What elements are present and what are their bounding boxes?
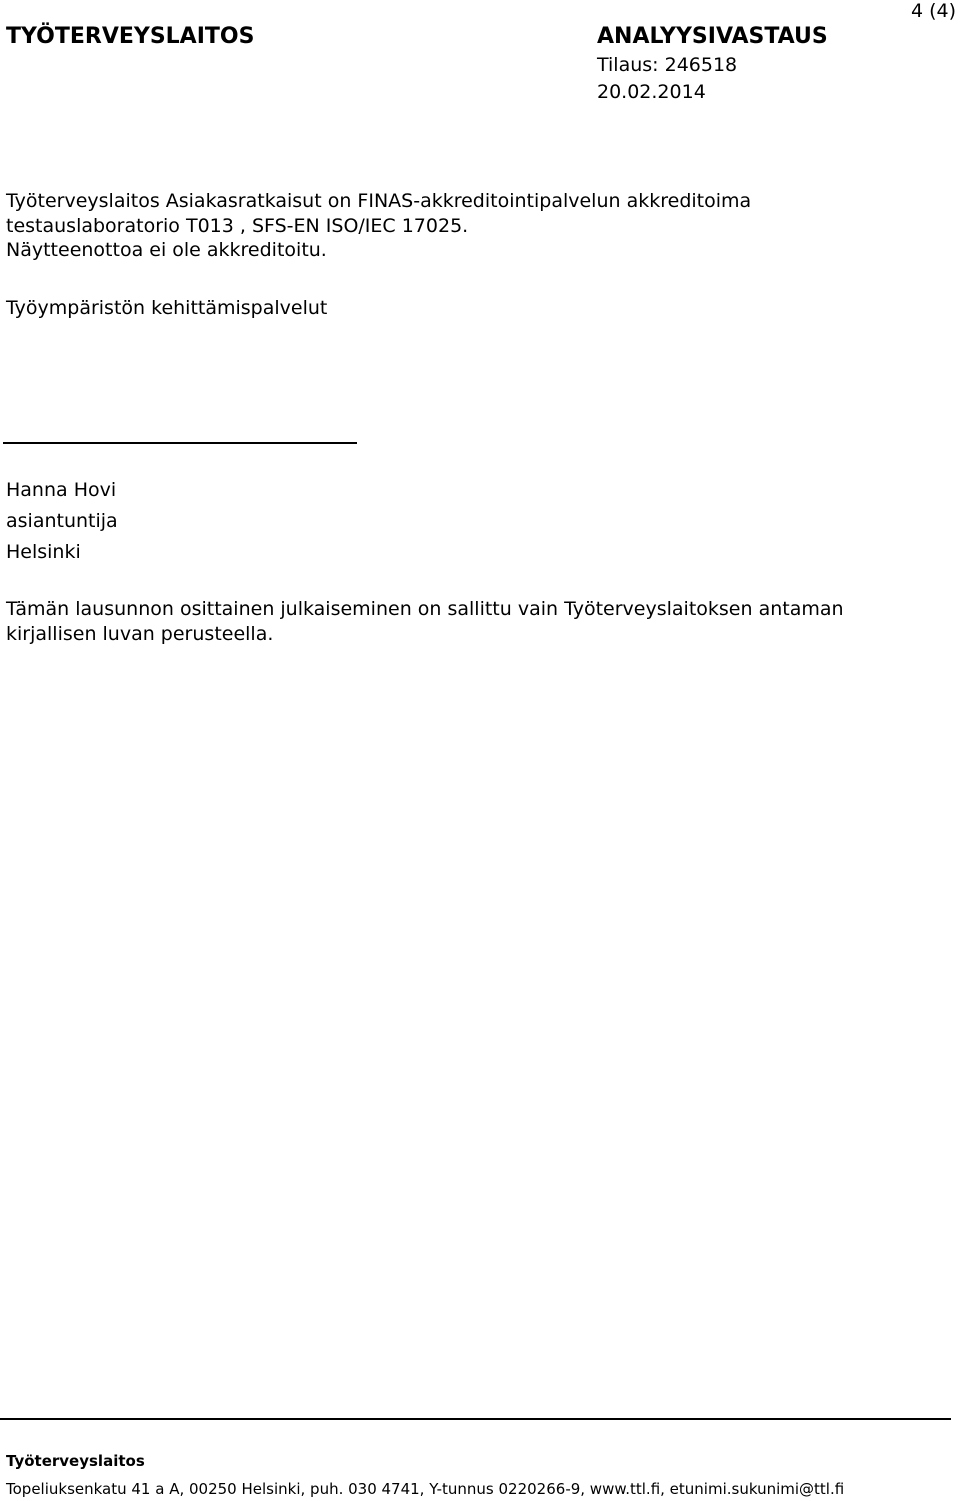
accreditation-line-3: Näytteenottoa ei ole akkreditoitu. bbox=[6, 239, 327, 261]
footer-address: Topeliuksenkatu 41 a A, 00250 Helsinki, puh. 030 4741, Y-tunnus 0220266-9, www.ttl.fi, etunimi.sukunimi@ttl.fi bbox=[6, 1480, 845, 1498]
accreditation-line-1: Työterveyslaitos Asiakasratkaisut on FINAS-akkreditointipalvelun akkreditoima bbox=[6, 190, 752, 212]
accreditation-statement bbox=[6, 189, 751, 263]
order-number: Tilaus: 246518 bbox=[597, 54, 738, 76]
footer-organization: Työterveyslaitos bbox=[6, 1452, 145, 1470]
signer-city: Helsinki bbox=[6, 541, 81, 563]
document-title: ANALYYSIVASTAUS bbox=[597, 24, 828, 49]
page-number: 4 (4) bbox=[910, 0, 956, 22]
notice-line-1: Tämän lausunnon osittainen julkaiseminen on sallittu vain Työterveyslaitoksen antaman bbox=[6, 598, 844, 620]
department-name: Työympäristön kehittämispalvelut bbox=[6, 297, 328, 319]
signature-line bbox=[3, 442, 357, 444]
organization-name: TYÖTERVEYSLAITOS bbox=[6, 24, 255, 49]
publication-notice bbox=[6, 597, 844, 647]
accreditation-line-2: testauslaboratorio T013 , SFS-EN ISO/IEC 17025. bbox=[6, 214, 469, 237]
signer-name: Hanna Hovi bbox=[6, 479, 117, 501]
notice-line-2: kirjallisen luvan perusteella. bbox=[6, 623, 274, 645]
signer-title: asiantuntija bbox=[6, 510, 118, 532]
footer-divider bbox=[0, 1418, 951, 1420]
document-date: 20.02.2014 bbox=[597, 81, 706, 103]
